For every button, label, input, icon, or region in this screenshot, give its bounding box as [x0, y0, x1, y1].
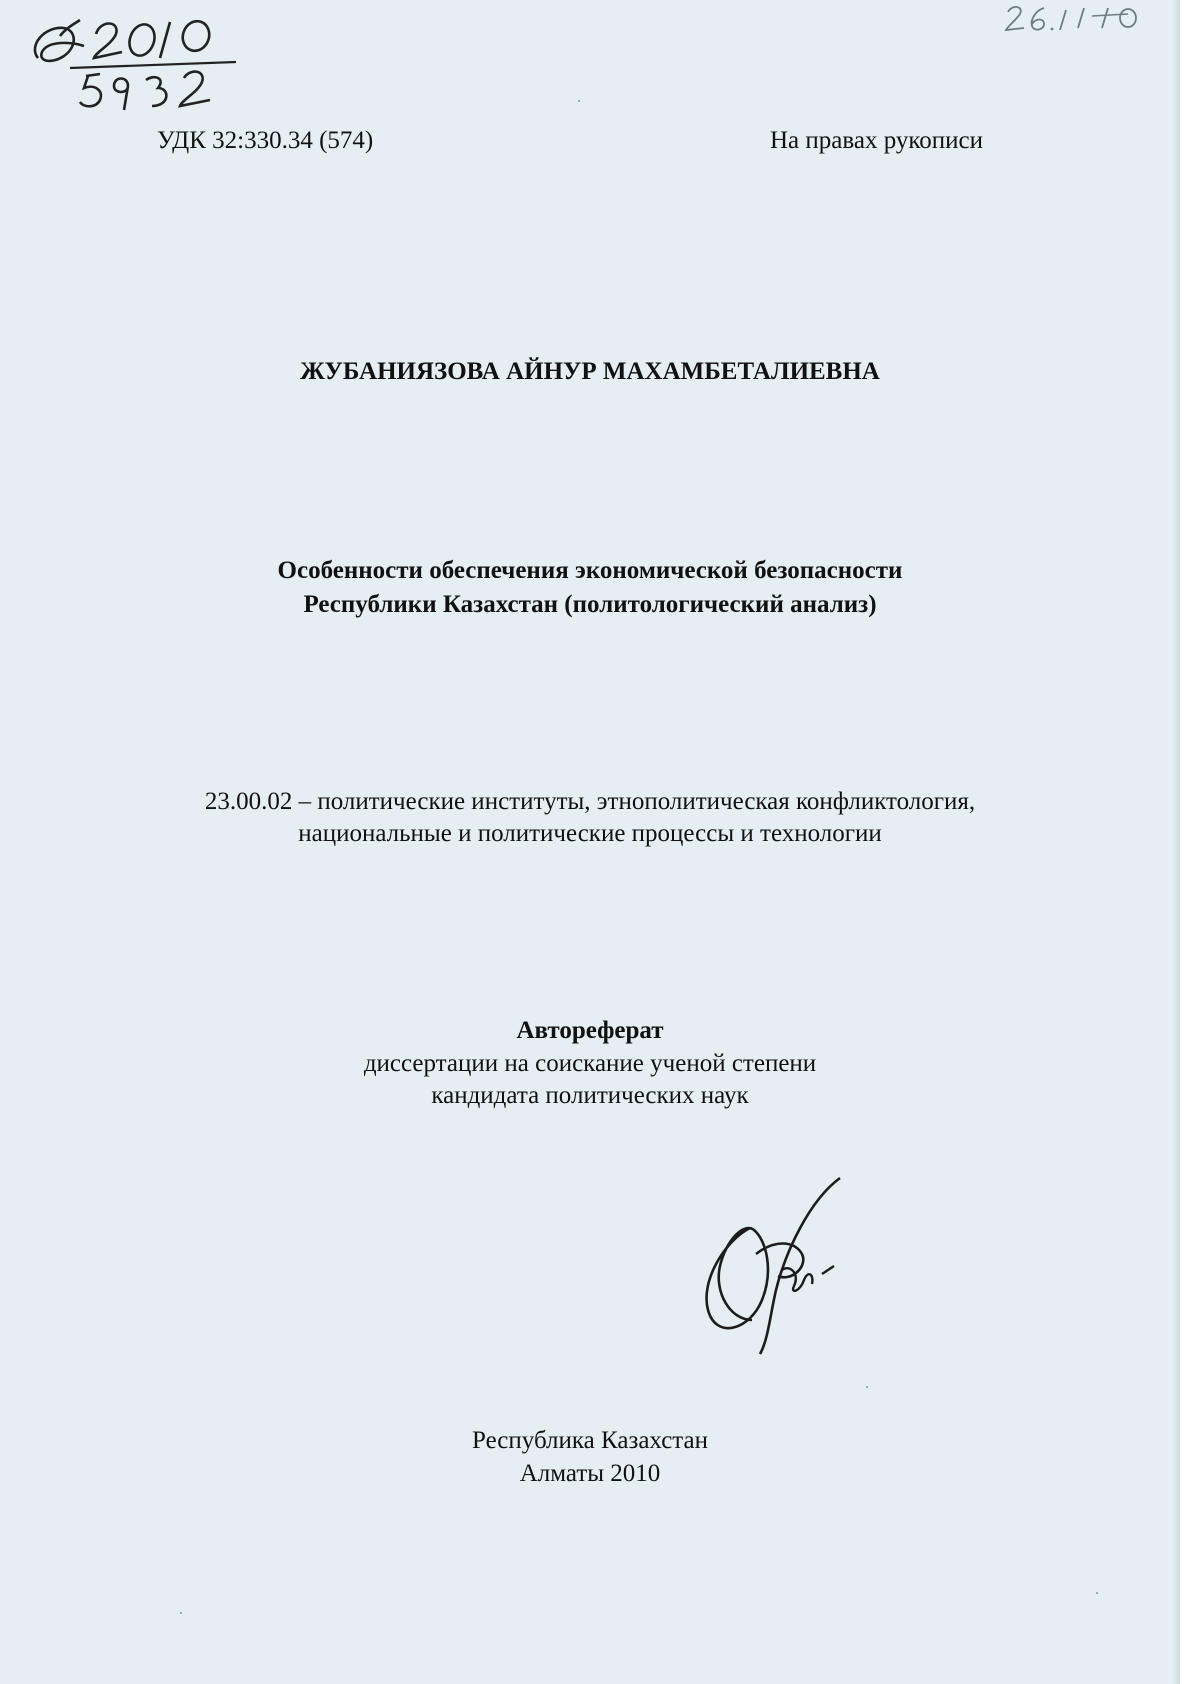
dissertation-title-line-1: Особенности обеспечения экономической безопасности	[277, 557, 903, 584]
handwritten-date-note	[1004, 2, 1154, 38]
city-year: Алматы 2010	[519, 1460, 661, 1487]
abstract-line-2: кандидата политических наук	[431, 1082, 749, 1109]
scan-speck	[1096, 1592, 1098, 1594]
abstract-heading: Автореферат	[516, 1017, 664, 1044]
abstract-line-1: диссертации на соискание ученой степени	[363, 1050, 817, 1077]
scan-speck	[866, 1386, 868, 1388]
country: Республика Казахстан	[472, 1427, 708, 1454]
signature	[690, 1170, 890, 1360]
handwritten-library-code	[24, 6, 254, 116]
specialty-line-2: национальные и политические процессы и технологии	[298, 820, 882, 847]
scan-speck	[578, 100, 580, 102]
author-name: ЖУБАНИЯЗОВА АЙНУР МАХАМБЕТАЛИЕВНА	[300, 358, 880, 385]
scan-margin	[1180, 0, 1191, 1684]
dissertation-title-line-2: Республики Казахстан (политологический анализ)	[303, 591, 877, 618]
manuscript-rights: На правах рукописи	[770, 127, 983, 154]
page-edge-shadow	[1172, 0, 1180, 1684]
scan-speck	[180, 1612, 182, 1614]
specialty-line-1: 23.00.02 – политические институты, этнополитическая конфликтология,	[204, 788, 976, 815]
udk-code: УДК 32:330.34 (574)	[157, 127, 374, 154]
